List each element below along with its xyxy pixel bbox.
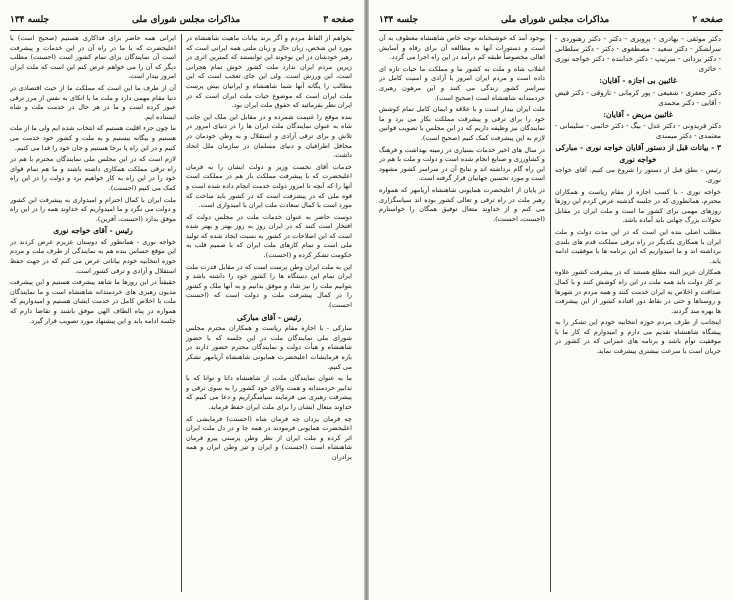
paragraph: ملت ایران با کمال احترام و امیدواری به پیشرفت این کشور و دولت می نگرد و ما امیدواریم که خداوند همه را در این راه موفق بدارد (احسنت، آفرین). bbox=[10, 195, 176, 223]
paragraph: خواجه نوری - همانطور که دوستان عزیزم عرض کردند در این موقع حساس بنده هم به نمایندگی از طرف ملت و مردم حوزه انتخابیه خودم بیاناتی عرض می کنم که در جهت حفظ استقلال و آزادی و ترقی کشور است. bbox=[10, 237, 176, 275]
paragraph: اینجانب از طرف مردم حوزه انتخابیه خودم این تشکر را به پیشگاه شاهنشاه تقدیم می دارم و امیدوارم که کار ما با موفقیت توأم باشد و برنامه های عمرانی که در کشور در جریان است با سرعت بیشتری پیشرفت نماید. bbox=[555, 318, 721, 356]
section-heading: غائبین بی اجازه - آقایان: bbox=[599, 76, 677, 85]
left-page-header bbox=[10, 12, 354, 31]
left-page-title: مذاکرات مجلس شورای ملی bbox=[132, 15, 241, 25]
left-page-column-left bbox=[10, 34, 176, 594]
attendance-list: دکتر جعفری - شفیعی - پور کرمانی - تاروقی - دکتر فیض - آقایی - دکتر محمدی bbox=[555, 88, 721, 107]
right-page bbox=[369, 0, 733, 600]
section-heading: ۳ - بیانات قبل از دستور آقایان خواجه نوری - مبارکی bbox=[555, 143, 721, 153]
right-page-column-left bbox=[379, 34, 545, 594]
column-divider bbox=[550, 34, 551, 592]
paragraph: مطلب اصلی بنده این است که در این مدت دولت و ملت ایران با همکاری یکدیگر در راه ترقی مملکت قدم های بلندی برداشته اند و ما امیدواریم که این برنامه ها با موفقیت ادامه یابد. bbox=[555, 227, 721, 265]
paragraph: دوست حاضر به عنوان خدمات ملت در مجلس دولت که افتخار است کنند که در ایران روز به روز بهتر و بهتر شده است که این اصلاحات در کشور به نسبت ایجاد شده که تولید ملی است و تمام کارهای ملت ایران که با صمیم قلب به حکومت تشکر کرده و (احسنت). bbox=[186, 212, 352, 260]
paragraph: خواجه نوری - با کسب اجازه از مقام ریاست و همکاران محترم، همانطوری که در جلسه گذشته عرض کردم این روزها روزهای مهمی برای کشور ما است و ملت ایران در مقابل تحولات بزرگ جهانی باید آماده باشد. bbox=[555, 187, 721, 225]
left-page bbox=[0, 0, 364, 600]
paragraph: این به ملت ایران وطن پرست است که در مقابل قدرت ملت ایران تمام این دستگاه ها را کشور خود را داشته باشد و بتوانیم ملت را نیز شاد و موفق بدانیم و به آنها ملک و کشور را در کمال پیشرفت ملت و دولت است که (احسنت احسنت). bbox=[186, 262, 352, 310]
right-page-number: صفحه ۲ bbox=[692, 15, 723, 25]
left-page-session: جلسه ۱۳۴ bbox=[10, 15, 50, 25]
attendance-list: دکتر فریدونی - دکتر عدل - بیگ - دکتر حاتمی - سلیمانی - معتمدی - دکتر میمندی bbox=[555, 122, 721, 141]
right-page-column-right bbox=[555, 34, 721, 594]
paragraph: ملت ایران بیدار است و با علاقه و ایمان کامل تمام کوشش خود را برای ترقی و پیشرفت مملکت بکار می برد و ما نمایندگان نیز وظیفه داریم که در این مجلس با تصویب قوانین لازم به این پیشرفت کمک کنیم (صحیح است). bbox=[379, 105, 545, 142]
left-page-number: صفحه ۳ bbox=[323, 15, 354, 25]
section-heading: رئیس - آقای خواجه نوری bbox=[53, 226, 133, 236]
column-divider bbox=[181, 34, 182, 592]
paragraph: بخواهم از الفاظ مردم و اگر برند بیانات ماهیت شاهنشاه در مورد این شخص، زبان حال و زبان ملتی همه ایرانی است که رهبر خودشان در این نوخوند این توانستند که کمترین اثری در زیرین مردم ایران ندارد ملت کشور خوش تمام هجرانی است، این ورزش است. ولی این جای تعجب است که این مطالب را یگانه آنها شما شاهنشاه و ایرانیان بیش پرست ملت ایران است که موضوع حیات ملت ایران است که در ایران نظر بفرمائید که حقوق ملت ایران بود. bbox=[186, 34, 352, 110]
paragraph: لازم است که در این مجلس ملی نمایندگان محترم با هم در راه ترقی مملکت همکاری داشته باشند و ما هم تمام قوای خود را در این راه به کار خواهیم برد و دولت را در این راه کمک می کنیم (احسنت). bbox=[10, 155, 176, 192]
paragraph: انقلاب شاه و ملت به کشور ما و مملکت ما حیات تازه ای داده است و مردم ایران امروز با آزادی و امنیت کامل در سراسر کشور زندگی می کنند و این مرهون رهبری خردمندانه شاهنشاه است (صحیح است). bbox=[379, 64, 545, 102]
left-page-column-right bbox=[186, 34, 352, 594]
paragraph: چه فرمان یزدان چه فرمان شاه (احسنت) فرمایشی که اعلیحضرت همایونی فرمودند در همه جا و در دل ملت ایران اثر کرده و ملت ایران از نظر وطن پرستی پیرو فرمان شاهنشاه است (احسنت) و ایران و تیز وطن ایران و همه برادران bbox=[186, 414, 352, 461]
paragraph: خدمات آقای نخست وزیر و دولت ایشان را به فرمان اعلیحضرت که با پیشرفت مملکت باز هم در مملکت است آنها را که آنچه تا امروز دولت خدمت انجام داده شده است و قوه ملی که در پیشرفت است که در کشور باید ساخت که مورد است با کمال سعادت ملت ایران با امیدواری است. bbox=[186, 162, 352, 210]
section-heading: رئیس - آقای مبارکی bbox=[236, 312, 302, 322]
paragraph: ما چون جزء اقلیت هستیم که انتخاب شده ایم ولی ما از ملت هستیم و بیگانه نیستیم و به ملت و کشور خود خدمت می کنیم و در این راه پا برجا هستیم و جان خود را فدا می کنیم. bbox=[10, 124, 176, 152]
paragraph: رئیس - نطق قبل از دستور را شروع می کنیم. آقای خواجه نوری. bbox=[555, 166, 721, 184]
paragraph: همکاران عزیز البته مطلع هستند که در پیشرفت کشور علاوه بر کار دولت باید همه ملت در این راه کوشش کنند و با کمال صداقت و اخلاص به ایران خدمت کنند و همه مردم در شهرها و روستاها و حتی در نقاط دور افتاده کشور از این پیشرفت ها بهره مند گردند. bbox=[555, 268, 721, 315]
paragraph: بوجود آمد که خوشبختانه توجه خاص شاهنشاه معطوف به آن است و دستورات آنها به مطالعه آن برای رفاه و آسایش اهالی مخصوصاً طبقه کم درآمد در این راه اجرا می گردد. bbox=[379, 34, 545, 62]
paragraph: در پایان از اعلیحضرت همایونی شاهنشاه آریامهر که همواره رهبر ملت در راه ترقی و تعالی کشور بوده اند سپاسگزاری می کنم و از خداوند متعال توفیق همگان را خواستارم (احسنت، احسنت). bbox=[379, 185, 545, 223]
paragraph: آن از طرف ما این است که مملکت ما از حیث اقتصادی در دنیا مقام مهمی دارد و ملت ما با اتکای به نفس از مرز ترقی عبور کرده است و ما در هر حال در خدمت ملت و شاه ایستاده ایم. bbox=[10, 83, 176, 121]
paragraph: ایرانی همه حاضر برای فداکاری هستیم (صحیح است) با اعلیحضرت که با ما در راه آن در این خدمات و پیشرفت است آن نمایندگان برای تمام کشور است (احسنت) مطلب دیگر که آن را می خواهم عرض کنم این است که ملت ایران امروز بیدار است. bbox=[10, 34, 176, 81]
paragraph: ما به عنوان نمایندگان ملت، از شاهنشاه دانا و توانا که با تدابیر خردمندانه و همت والای خود کشور را به سوی ترقی و پیشرفت رهبری می فرمایند سپاسگزاریم و دعا می کنیم که خداوند متعال ایشان را برای ملت ایران حفظ فرماید. bbox=[186, 374, 352, 411]
sub-heading: خواجه نوری bbox=[619, 154, 657, 164]
paragraph: در سال های اخیر خدمات بسیاری در زمینه بهداشت و فرهنگ و کشاورزی و صنایع انجام شده است و دولت و ملت با هم در این راه گام برداشته اند و نتایج آن در سراسر کشور مشهود است و مورد تحسین جهانیان قرار گرفته است. bbox=[379, 145, 545, 183]
right-page-session: جلسه ۱۳۴ bbox=[379, 15, 419, 25]
attendance-list: دکتر موثقی - بهادری - پرویزی - دکتر - دکتر رهنوردی - سرلشکر - دکتر سعید - مصطفوی - دکتر - دکتر سلطانی - دکتر یزدانی - سرتیپ - دکتر خدابنده - دکتر خواجه نوری - حائری bbox=[555, 35, 721, 73]
right-page-header bbox=[379, 12, 723, 31]
right-page-title: مذاکرات مجلس شورای ملی bbox=[501, 15, 610, 25]
paragraph: بنده موقع را غنیمت شمرده و در مقابل این ملک این جانب شاه به عنوان نمایندگان ملت ایران ها را در دنیای امروز در تلاش و برای ترقی آزادی و استقلال و به وطن خودمان در محافل اطرافیان و دنیای مسلمان در سازمان ملل اتحاد داشت. bbox=[186, 112, 352, 160]
paragraph: مبارکی - با اجازه مقام ریاست و همکاران محترم مجلس شورای ملی نمایندگان ملت در این جلسه که با حضور شاهنشاه و هیأت دولت و نمایندگان محترم حضور دارند در باره فرمایشات اعلیحضرت همایونی شاهنشاه آریامهر تشکر می کنیم. bbox=[186, 324, 352, 371]
section-heading: غائبین مریض - آقایان: bbox=[603, 109, 673, 119]
paragraph: حقیقتاً در این روزها ما شاهد پیشرفت هستیم و این پیشرفت مدیون رهبری های خردمندانه شاهنشاه است و ما نمایندگان ملت با اخلاص کامل در خدمت ایشان هستیم و امیدواریم که همواره در پناه الطاف الهی موفق باشند و تقاضا دارم که جلسه ادامه یابد و این پیشنهاد مورد تصویب قرار گیرد. bbox=[10, 278, 176, 325]
